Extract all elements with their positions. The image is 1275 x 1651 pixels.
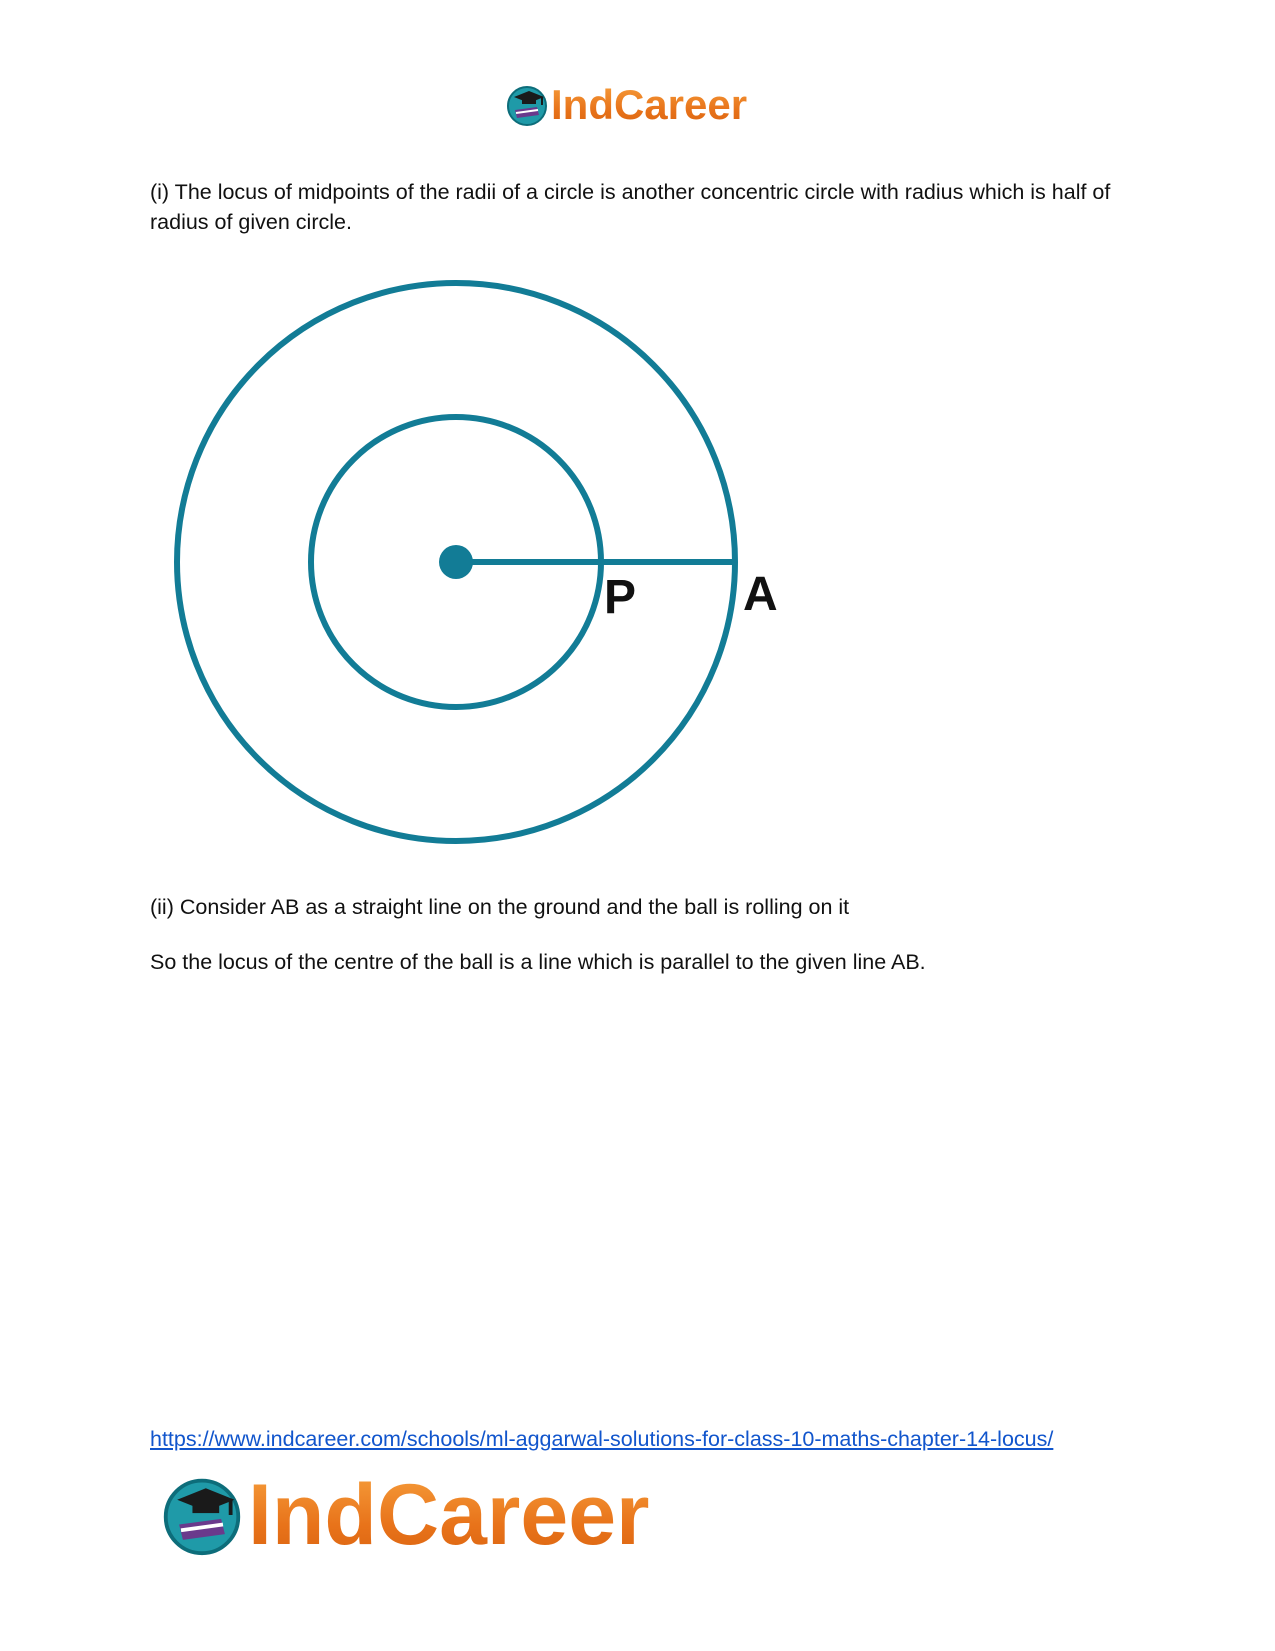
logo-text: IndCareer	[551, 81, 748, 128]
centre-point	[439, 545, 473, 579]
label-p: P	[604, 571, 637, 624]
answer-conclusion: So the locus of the centre of the ball is a line which is parallel to the given line AB.	[150, 950, 926, 974]
logo-icon	[505, 83, 549, 127]
answer-part-ii: (ii) Consider AB as a straight line on the ground and the ball is rolling on it	[150, 895, 850, 919]
logo-text: IndCareer	[248, 1466, 650, 1563]
label-a: A	[743, 568, 778, 621]
header-logo	[505, 80, 747, 130]
answer-part-i: (i) The locus of midpoints of the radii of a circle is another concentric circle with radius which is half of radius of given circle.	[150, 180, 1111, 234]
footer-logo	[160, 1466, 650, 1563]
concentric-circles-diagram	[160, 265, 820, 865]
logo-icon	[160, 1473, 244, 1557]
source-link[interactable]: https://www.indcareer.com/schools/ml-aggarwal-solutions-for-class-10-maths-chapter-14-locus/	[150, 1427, 1054, 1451]
